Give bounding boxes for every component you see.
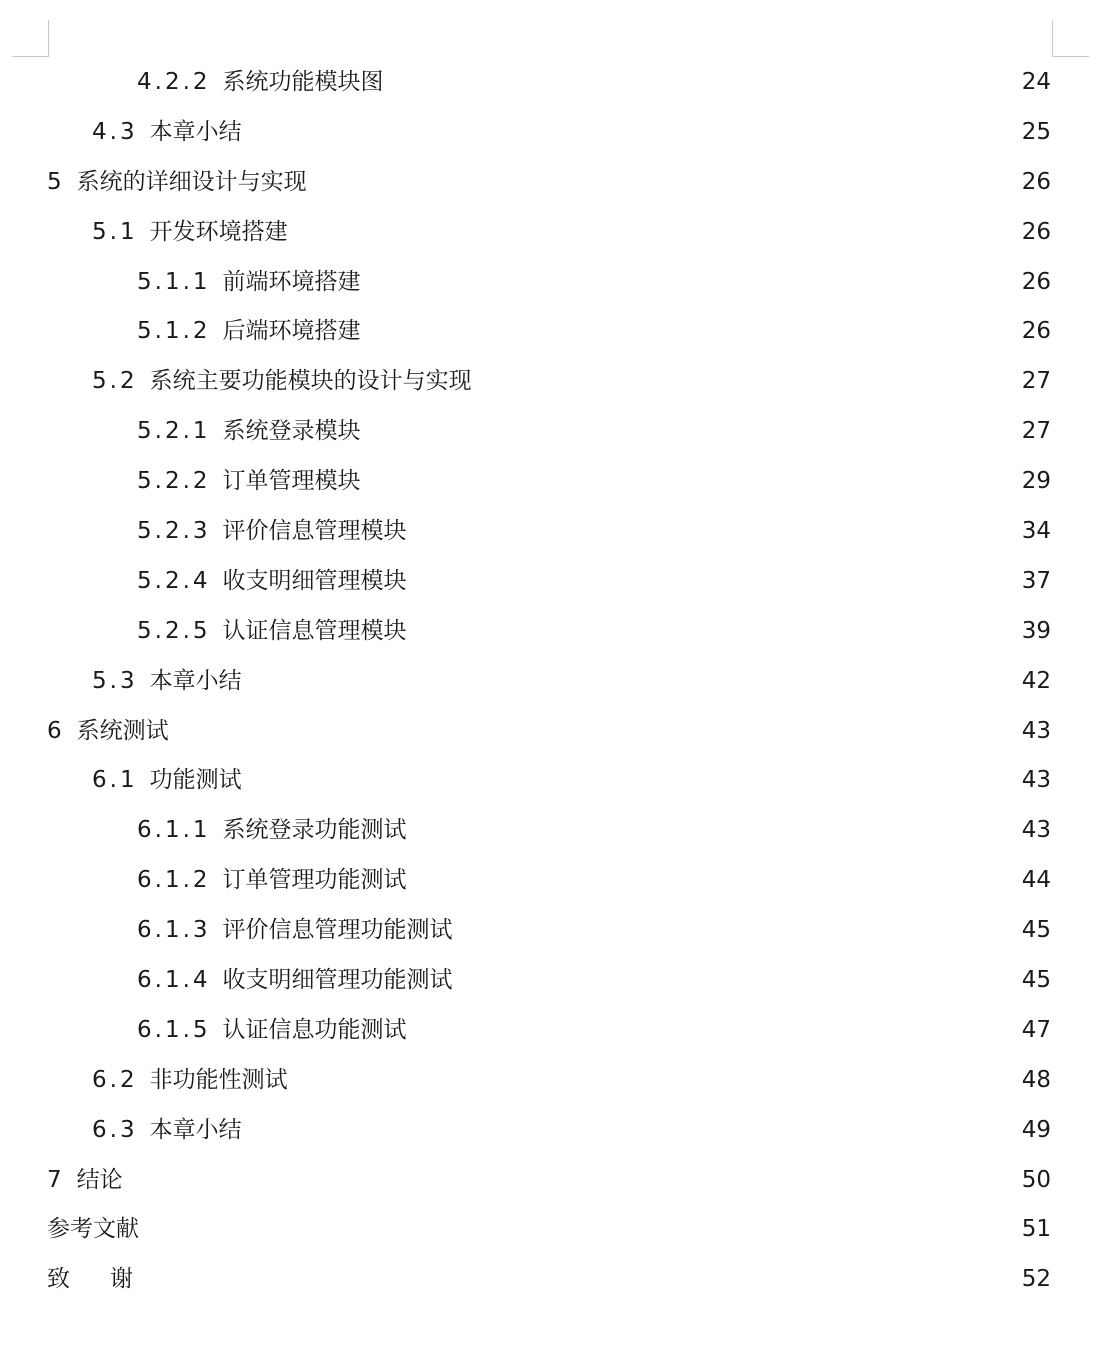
toc-dot-leader	[294, 1065, 981, 1095]
toc-entry[interactable]	[0, 157, 1119, 207]
toc-entry-title: 系统登录模块	[222, 418, 361, 445]
toc-entry-page-number: 45	[1021, 966, 1051, 993]
toc-entry[interactable]	[0, 207, 1119, 257]
toc-entry-number: 5.2.3	[137, 517, 211, 544]
toc-entry-number: 5.3	[92, 667, 138, 694]
toc-dot-leader	[367, 267, 981, 297]
toc-entry[interactable]	[0, 1204, 1119, 1254]
toc-entry-number: 5.2.5	[137, 617, 211, 644]
toc-entry-number: 5.1.2	[137, 318, 211, 345]
toc-entry[interactable]	[0, 506, 1119, 556]
toc-dot-leader	[413, 516, 981, 546]
toc-entry-page-number: 47	[1021, 1016, 1051, 1043]
toc-dot-leader	[413, 1015, 981, 1045]
toc-entry-page-number: 42	[1021, 667, 1051, 694]
toc-entry-title: 开发环境搭建	[149, 218, 288, 245]
toc-entry[interactable]	[0, 257, 1119, 307]
toc-entry-number: 6.1.1	[137, 817, 211, 844]
toc-entry-number: 6.3	[92, 1116, 138, 1143]
toc-entry-title: 本章小结	[149, 667, 242, 694]
toc-dot-leader	[294, 217, 981, 247]
toc-dot-leader	[179, 1264, 981, 1294]
toc-entry-page-number: 25	[1021, 118, 1051, 145]
toc-entry[interactable]	[0, 606, 1119, 656]
toc-entry[interactable]	[0, 955, 1119, 1005]
toc-dot-leader	[413, 865, 981, 895]
toc-dot-leader	[413, 616, 981, 646]
toc-entry-page-number: 37	[1021, 567, 1051, 594]
toc-entry-page-number: 52	[1021, 1266, 1051, 1293]
toc-entry-title: 评价信息管理模块	[222, 517, 407, 544]
toc-dot-leader	[390, 67, 981, 97]
toc-entry-page-number: 45	[1021, 917, 1051, 944]
toc-dot-leader	[367, 316, 981, 346]
toc-entry-page-number: 27	[1021, 418, 1051, 445]
toc-dot-leader	[129, 1165, 981, 1195]
toc-entry-title: 系统功能模块图	[222, 68, 384, 95]
toc-entry[interactable]	[0, 57, 1119, 107]
toc-dot-leader	[145, 1214, 981, 1244]
toc-entry-page-number: 43	[1021, 717, 1051, 744]
toc-dot-leader	[367, 466, 981, 496]
toc-entry-number: 6.1.4	[137, 966, 211, 993]
toc-entry[interactable]	[0, 755, 1119, 805]
toc-entry-number: 5	[47, 168, 65, 195]
toc-entry-title: 功能测试	[149, 767, 242, 794]
toc-entry[interactable]	[0, 406, 1119, 456]
toc-entry-page-number: 49	[1021, 1116, 1051, 1143]
toc-dot-leader	[248, 117, 981, 147]
toc-dot-leader	[248, 1115, 981, 1145]
toc-dot-leader	[367, 416, 981, 446]
toc-entry-title: 结论	[76, 1166, 123, 1193]
toc-entry-number: 5.2	[92, 368, 138, 395]
toc-entry-title: 前端环境搭建	[222, 268, 361, 295]
toc-entry[interactable]	[0, 1005, 1119, 1055]
toc-entry-page-number: 51	[1021, 1216, 1051, 1243]
toc-dot-leader	[248, 666, 981, 696]
toc-dot-leader	[248, 765, 981, 795]
toc-entry-page-number: 43	[1021, 817, 1051, 844]
toc-entry-title: 致谢	[47, 1266, 173, 1293]
toc-entry-title: 本章小结	[149, 118, 242, 145]
toc-entry-number: 5.1	[92, 218, 138, 245]
toc-entry-page-number: 43	[1021, 767, 1051, 794]
toc-entry-page-number: 29	[1021, 468, 1051, 495]
toc-entry-number: 6.1.2	[137, 867, 211, 894]
toc-entry[interactable]	[0, 1254, 1119, 1304]
toc-dot-leader	[175, 716, 981, 746]
toc-entry-page-number: 44	[1021, 867, 1051, 894]
toc-entry-number: 4.3	[92, 118, 138, 145]
toc-entry-number: 5.1.1	[137, 268, 211, 295]
toc-entry-title: 系统测试	[76, 717, 169, 744]
toc-entry-title: 订单管理功能测试	[222, 867, 407, 894]
toc-entry-number: 6.2	[92, 1066, 138, 1093]
toc-entry[interactable]	[0, 905, 1119, 955]
toc-entry[interactable]	[0, 356, 1119, 406]
toc-entry[interactable]	[0, 306, 1119, 356]
toc-entry-title: 收支明细管理功能测试	[222, 966, 453, 993]
crop-mark-top-left	[12, 20, 49, 57]
toc-entry-title: 本章小结	[149, 1116, 242, 1143]
toc-entry-page-number: 50	[1021, 1166, 1051, 1193]
toc-entry[interactable]	[0, 1155, 1119, 1205]
toc-entry-page-number: 48	[1021, 1066, 1051, 1093]
toc-entry-page-number: 24	[1021, 68, 1051, 95]
toc-entry-page-number: 26	[1021, 268, 1051, 295]
toc-entry[interactable]	[0, 1055, 1119, 1105]
toc-entry-title: 系统登录功能测试	[222, 817, 407, 844]
toc-dot-leader	[459, 965, 981, 995]
toc-entry-number: 6.1.3	[137, 917, 211, 944]
toc-dot-leader	[413, 815, 981, 845]
toc-entry-page-number: 34	[1021, 517, 1051, 544]
crop-mark-top-right	[1052, 20, 1089, 57]
toc-entry-number: 5.2.4	[137, 567, 211, 594]
toc-entry-title: 认证信息管理模块	[222, 617, 407, 644]
toc-entry-number: 7	[47, 1166, 65, 1193]
toc-entry-number: 6.1	[92, 767, 138, 794]
toc-entry-page-number: 27	[1021, 368, 1051, 395]
toc-entry[interactable]	[0, 107, 1119, 157]
toc-entry-title: 后端环境搭建	[222, 318, 361, 345]
toc-dot-leader	[313, 167, 981, 197]
toc-entry[interactable]	[0, 1105, 1119, 1155]
toc-entry[interactable]	[0, 855, 1119, 905]
table-of-contents	[0, 57, 1119, 1304]
toc-entry-number: 5.2.2	[137, 468, 211, 495]
toc-entry[interactable]	[0, 706, 1119, 756]
toc-entry-title: 认证信息功能测试	[222, 1016, 407, 1043]
toc-entry-page-number: 26	[1021, 318, 1051, 345]
toc-entry[interactable]	[0, 805, 1119, 855]
toc-dot-leader	[459, 915, 981, 945]
toc-entry-title: 评价信息管理功能测试	[222, 917, 453, 944]
toc-entry[interactable]	[0, 656, 1119, 706]
toc-entry-page-number: 39	[1021, 617, 1051, 644]
toc-entry-page-number: 26	[1021, 168, 1051, 195]
toc-entry-number: 4.2.2	[137, 68, 211, 95]
toc-entry[interactable]	[0, 556, 1119, 606]
toc-entry-number: 5.2.1	[137, 418, 211, 445]
toc-entry[interactable]	[0, 456, 1119, 506]
toc-entry-title: 系统主要功能模块的设计与实现	[149, 368, 472, 395]
toc-entry-number: 6.1.5	[137, 1016, 211, 1043]
toc-entry-page-number: 26	[1021, 218, 1051, 245]
toc-dot-leader	[478, 366, 981, 396]
toc-entry-number: 6	[47, 717, 65, 744]
toc-entry-title: 非功能性测试	[149, 1066, 288, 1093]
toc-dot-leader	[413, 566, 981, 596]
toc-entry-title: 收支明细管理模块	[222, 567, 407, 594]
toc-entry-title: 订单管理模块	[222, 468, 361, 495]
toc-entry-title: 系统的详细设计与实现	[76, 168, 307, 195]
toc-entry-title: 参考文献	[47, 1216, 139, 1243]
